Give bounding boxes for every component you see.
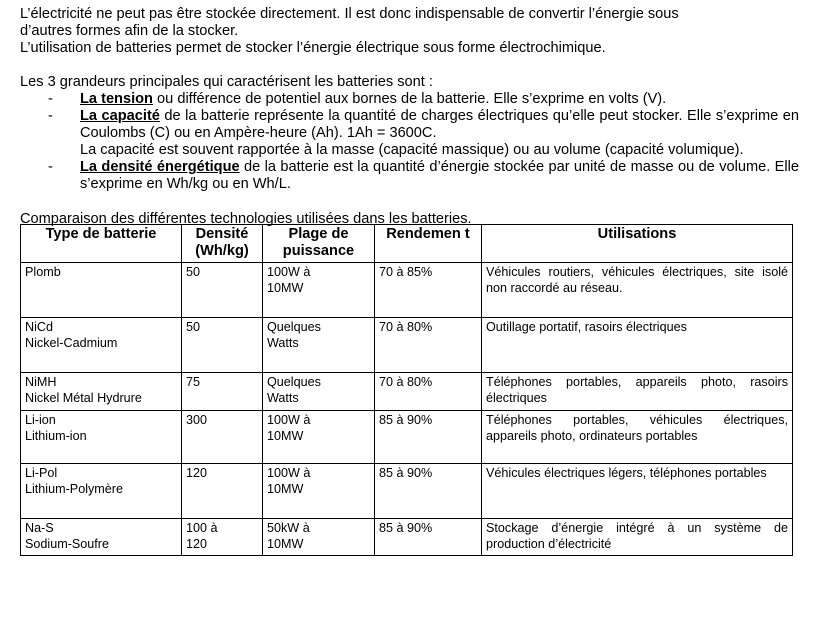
criteria-term: La densité énergétique (80, 159, 240, 175)
cell-type: NiCd Nickel-Cadmium (21, 318, 182, 373)
cell-uses: Téléphones portables, véhicules électriques, appareils photo, ordinateurs portables (482, 411, 793, 464)
cell-efficiency: 85 à 90% (375, 411, 482, 464)
intro-line-2: d’autres formes afin de la stocker. (20, 23, 239, 39)
cell-uses: Téléphones portables, appareils photo, rasoirs électriques (482, 373, 793, 411)
intro-paragraph-2: L’utilisation de batteries permet de stocker l’énergie électrique sous forme électrochimique. (20, 40, 606, 56)
cell-density: 50 (182, 318, 263, 373)
cell-density: 100 à 120 (182, 519, 263, 556)
criteria-list (20, 91, 800, 193)
cell-type: NiMH Nickel Métal Hydrure (21, 373, 182, 411)
table-row (21, 464, 793, 519)
cell-power: 100W à 10MW (263, 464, 375, 519)
header-power: Plage de puissance (263, 225, 375, 263)
cell-power: Quelques Watts (263, 373, 375, 411)
cell-efficiency: 70 à 85% (375, 263, 482, 318)
criteria-item-capacite: - La capacité de la batterie représente la quantité de charges électriques qu’elle peut stocker. Elle s’exprime en Coulombs (C) ou en Ampère-heure (Ah). 1Ah = 3600C. La capacité est souvent rapportée à la masse (capacité massique) ou au volume (capacité volumique). (48, 108, 799, 158)
cell-type: Plomb (21, 263, 182, 318)
cell-power: Quelques Watts (263, 318, 375, 373)
intro-line-1: L’électricité ne peut pas être stockée directement. Il est donc indispensable de convertir l’énergie sous (20, 6, 679, 22)
criteria-term: La tension (80, 91, 153, 107)
criteria-text: ou différence de potentiel aux bornes de la batterie. Elle s’exprime en volts (V). (152, 91, 667, 107)
criteria-item-densite: - La densité énergétique de la batterie est la quantité d’énergie stockée par unité de masse ou de volume. Elle s’exprime en Wh/kg ou en Wh/L. (48, 159, 800, 192)
cell-density: 300 (182, 411, 263, 464)
header-density: Densité (Wh/kg) (182, 225, 263, 263)
cell-density: 75 (182, 373, 263, 411)
table-row (21, 318, 793, 373)
criteria-text: de la batterie est la quantité d’énergie stockée par unité de masse ou de volume. Elle s’exprime en Wh/kg ou en Wh/L. (80, 159, 800, 192)
cell-power: 100W à 10MW (263, 411, 375, 464)
header-type: Type de batterie (21, 225, 182, 263)
cell-uses: Véhicules routiers, véhicules électriques, site isolé non raccordé au réseau. (482, 263, 793, 318)
table-caption: Comparaison des différentes technologies utilisées dans les batteries. (20, 211, 472, 227)
intro-paragraph-1 (20, 6, 795, 40)
cell-type: Na-S Sodium-Soufre (21, 519, 182, 556)
criteria-text: de la batterie représente la quantité de charges électriques qu’elle peut stocker. Elle s’exprime en Coulombs (C) ou en Ampère-heure (Ah). 1Ah = 3600C. (80, 108, 799, 141)
cell-uses: Outillage portatif, rasoirs électriques (482, 318, 793, 373)
table-row (21, 519, 793, 556)
cell-efficiency: 85 à 90% (375, 519, 482, 556)
cell-uses: Stockage d’énergie intégré à un système de production d’électricité (482, 519, 793, 556)
cell-efficiency: 70 à 80% (375, 373, 482, 411)
cell-density: 50 (182, 263, 263, 318)
cell-density: 120 (182, 464, 263, 519)
cell-uses: Véhicules électriques légers, téléphones portables (482, 464, 793, 519)
cell-power: 50kW à 10MW (263, 519, 375, 556)
table-row (21, 263, 793, 318)
table-header-row (21, 225, 793, 263)
intro-paragraph-3: Les 3 grandeurs principales qui caractérisent les batteries sont : (20, 74, 433, 90)
criteria-extra: La capacité est souvent rapportée à la masse (capacité massique) ou au volume (capacité volumique). (80, 142, 744, 158)
cell-power: 100W à 10MW (263, 263, 375, 318)
cell-type: Li-ion Lithium-ion (21, 411, 182, 464)
criteria-term: La capacité (80, 108, 160, 124)
header-uses: Utilisations (482, 225, 793, 263)
cell-efficiency: 85 à 90% (375, 464, 482, 519)
document-page (20, 6, 800, 556)
header-efficiency: Rendemen t (375, 225, 482, 263)
cell-type: Li-Pol Lithium-Polymère (21, 464, 182, 519)
cell-efficiency: 70 à 80% (375, 318, 482, 373)
comparison-table (20, 224, 793, 556)
table-row (21, 411, 793, 464)
criteria-item-tension: - La tension ou différence de potentiel aux bornes de la batterie. Elle s’exprime en volts (V). (48, 91, 667, 107)
table-row (21, 373, 793, 411)
